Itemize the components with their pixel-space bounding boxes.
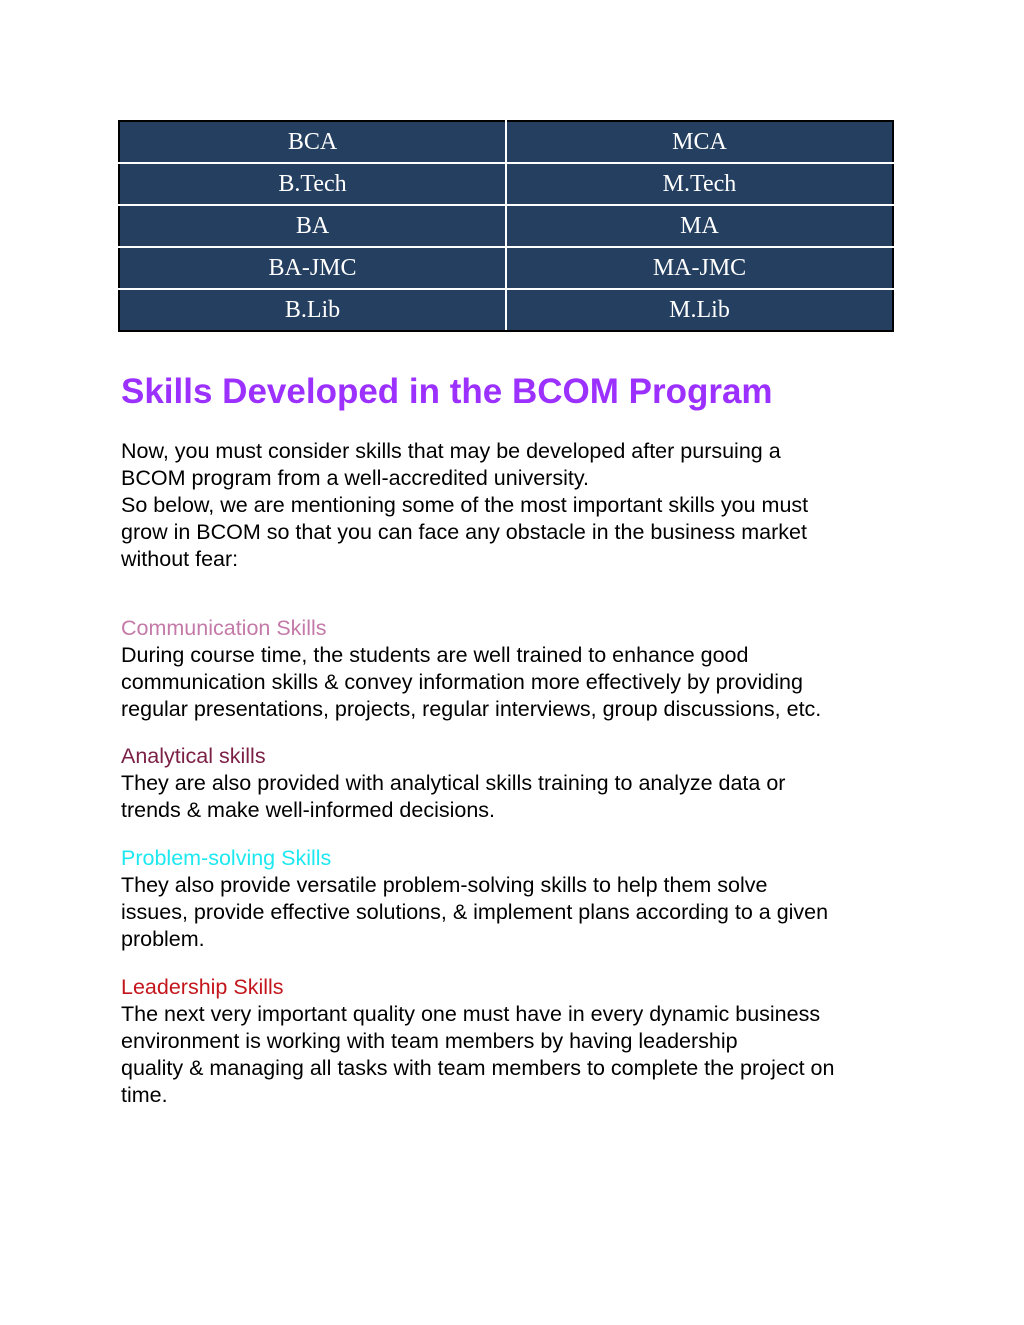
table-row [119,163,893,205]
skill-line: issues, provide effective solutions, & implement plans according to a given [121,900,829,924]
table-row [119,205,893,247]
intro-line: So below, we are mentioning some of the most important skills you must [121,493,809,517]
table-row [119,121,893,163]
skill-line: The next very important quality one must have in every dynamic business [121,1002,821,1026]
intro-paragraph [121,438,911,573]
table-cell: M.Lib [506,289,893,331]
table-cell: M.Tech [506,163,893,205]
table-row [119,247,893,289]
skill-line: They also provide versatile problem-solving skills to help them solve [121,873,768,897]
skill-section-leadership [121,974,911,1109]
intro-line: without fear: [121,547,239,571]
skill-line: quality & managing all tasks with team members to complete the project on [121,1056,835,1080]
skill-line: During course time, the students are well trained to enhance good [121,643,749,667]
skill-line: communication skills & convey information more effectively by providing [121,670,803,694]
table-cell: BA-JMC [119,247,506,289]
intro-line: BCOM program from a well-accredited university. [121,466,589,490]
skill-line: time. [121,1083,168,1107]
table-cell: MA-JMC [506,247,893,289]
table-cell: BA [119,205,506,247]
skill-line: They are also provided with analytical skills training to analyze data or [121,771,786,795]
skill-section-communication [121,615,911,723]
table-cell: BCA [119,121,506,163]
intro-line: grow in BCOM so that you can face any obstacle in the business market [121,520,807,544]
intro-line: Now, you must consider skills that may be developed after pursuing a [121,439,781,463]
skill-line: regular presentations, projects, regular interviews, group discussions, etc. [121,697,822,721]
skill-title: Leadership Skills [121,975,284,999]
page-title: Skills Developed in the BCOM Program [121,372,773,411]
table-cell: MA [506,205,893,247]
table-cell: B.Lib [119,289,506,331]
skill-title: Problem-solving Skills [121,846,332,870]
skill-line: problem. [121,927,205,951]
table-cell: MCA [506,121,893,163]
skill-title: Analytical skills [121,744,266,768]
skill-line: trends & make well-informed decisions. [121,798,496,822]
skill-title: Communication Skills [121,616,327,640]
table-cell: B.Tech [119,163,506,205]
skill-section-analytical [121,743,911,824]
table-row [119,289,893,331]
skill-section-problem-solving [121,845,911,953]
skill-line: environment is working with team members by having leadership [121,1029,738,1053]
degree-table [118,120,894,332]
